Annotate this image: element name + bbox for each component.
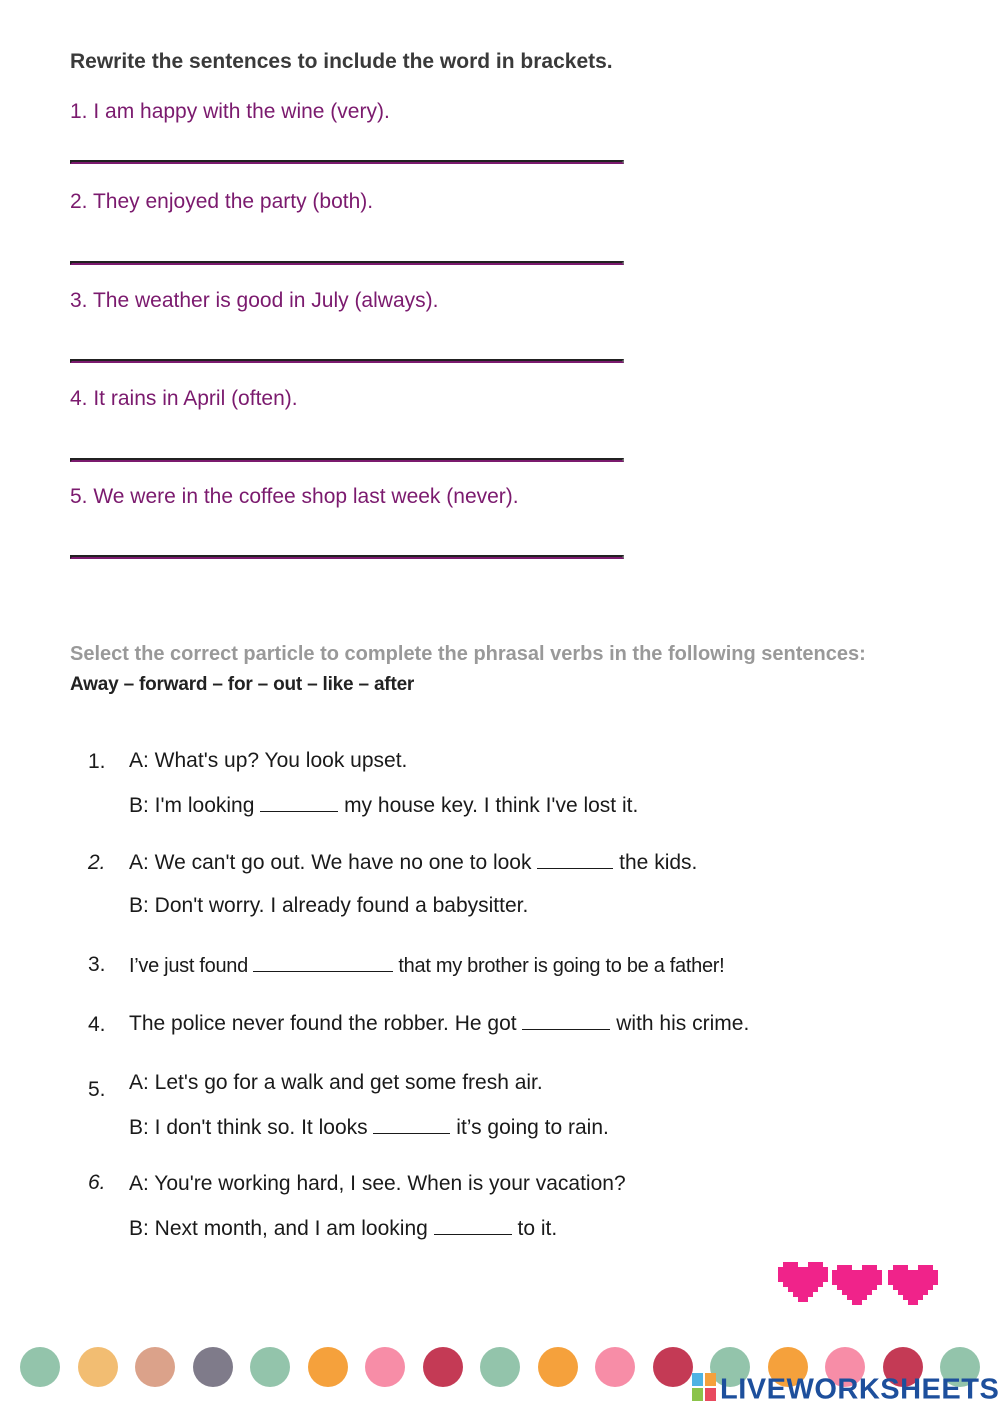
question-number: 5. xyxy=(88,1078,106,1101)
question-2-line-b xyxy=(129,894,528,918)
sentence-text: The police never found the robber. He got xyxy=(129,1012,523,1035)
decorative-dot xyxy=(653,1347,693,1387)
question-6-line-a xyxy=(129,1172,626,1196)
pixel-hearts xyxy=(778,1262,938,1315)
decorative-dot xyxy=(365,1347,405,1387)
question-3-line-a xyxy=(129,954,724,978)
question-5-line-b xyxy=(129,1115,609,1140)
sentence-text: B: Next month, and I am looking xyxy=(129,1217,434,1240)
answer-line-4[interactable] xyxy=(70,458,624,462)
sentence-text: it’s going to rain. xyxy=(450,1116,609,1139)
answer-line-2[interactable] xyxy=(70,261,624,265)
sentence-text: my house key. I think I've lost it. xyxy=(338,794,639,817)
question-1-line-a xyxy=(129,749,407,773)
question-2-line-a xyxy=(129,850,697,875)
sentence-text: with his crime. xyxy=(610,1012,750,1035)
decorative-dot xyxy=(20,1347,60,1387)
sentence-text: A: We can't go out. We have no one to look xyxy=(129,851,538,874)
liveworksheets-logo-icon xyxy=(692,1373,716,1409)
rewrite-sentence-2: 2. They enjoyed the party (both). xyxy=(70,190,374,213)
decorative-dot xyxy=(423,1347,463,1387)
blank-field-6[interactable] xyxy=(434,1216,512,1235)
decorative-dot xyxy=(480,1347,520,1387)
rewrite-sentence-4: 4. It rains in April (often). xyxy=(70,387,298,410)
sentence-text: A: What's up? You look upset. xyxy=(129,749,408,772)
rewrite-sentence-5: 5. We were in the coffee shop last week (never). xyxy=(70,485,519,508)
sentence-text: A: Let's go for a walk and get some fresh air. xyxy=(129,1071,543,1094)
blank-field-4[interactable] xyxy=(522,1011,610,1030)
decorative-dot xyxy=(78,1347,118,1387)
answer-line-3[interactable] xyxy=(70,359,624,363)
blank-field-3[interactable] xyxy=(253,954,393,972)
question-number: 3. xyxy=(88,953,106,976)
liveworksheets-logo xyxy=(692,1373,999,1409)
question-5-line-a xyxy=(129,1071,543,1095)
brand-name: LIVEWORKSHEETS xyxy=(720,1373,1000,1406)
sentence-text: B: I'm looking xyxy=(129,794,261,817)
sentence-text: to it. xyxy=(511,1217,558,1240)
answer-line-1[interactable] xyxy=(70,160,624,164)
word-bank: Away – forward – for – out – like – after xyxy=(70,674,415,695)
decorative-dot xyxy=(250,1347,290,1387)
section2-instruction: Select the correct particle to complete the phrasal verbs in the following sentences: xyxy=(70,643,866,665)
rewrite-sentence-3: 3. The weather is good in July (always). xyxy=(70,289,439,312)
blank-field-2[interactable] xyxy=(537,850,613,869)
question-4-line-a xyxy=(129,1011,749,1036)
rewrite-sentence-1: 1. I am happy with the wine (very). xyxy=(70,100,390,123)
question-number: 1. xyxy=(88,750,106,773)
question-number: 4. xyxy=(88,1013,106,1036)
sentence-text: I’ve just found xyxy=(129,955,254,977)
heart-icon xyxy=(832,1265,882,1305)
question-number: 2. xyxy=(88,851,106,874)
decorative-dot xyxy=(595,1347,635,1387)
question-1-line-b xyxy=(129,793,638,818)
blank-field-1[interactable] xyxy=(260,793,338,812)
sentence-text: A: You're working hard, I see. When is your vacation? xyxy=(129,1172,626,1195)
sentence-text: B: I don't think so. It looks xyxy=(129,1116,374,1139)
answer-line-5[interactable] xyxy=(70,555,624,559)
decorative-dot xyxy=(135,1347,175,1387)
question-number: 6. xyxy=(88,1171,106,1194)
sentence-text: B: Don't worry. I already found a babysitter. xyxy=(129,894,529,917)
heart-icon xyxy=(778,1262,828,1302)
section1-title: Rewrite the sentences to include the word in brackets. xyxy=(70,50,613,73)
sentence-text: that my brother is going to be a father! xyxy=(393,955,725,977)
question-6-line-b xyxy=(129,1216,557,1241)
heart-icon xyxy=(888,1265,938,1305)
decorative-dot xyxy=(538,1347,578,1387)
sentence-text: the kids. xyxy=(613,851,698,874)
decorative-dot xyxy=(308,1347,348,1387)
decorative-dot xyxy=(193,1347,233,1387)
blank-field-5[interactable] xyxy=(373,1115,450,1134)
